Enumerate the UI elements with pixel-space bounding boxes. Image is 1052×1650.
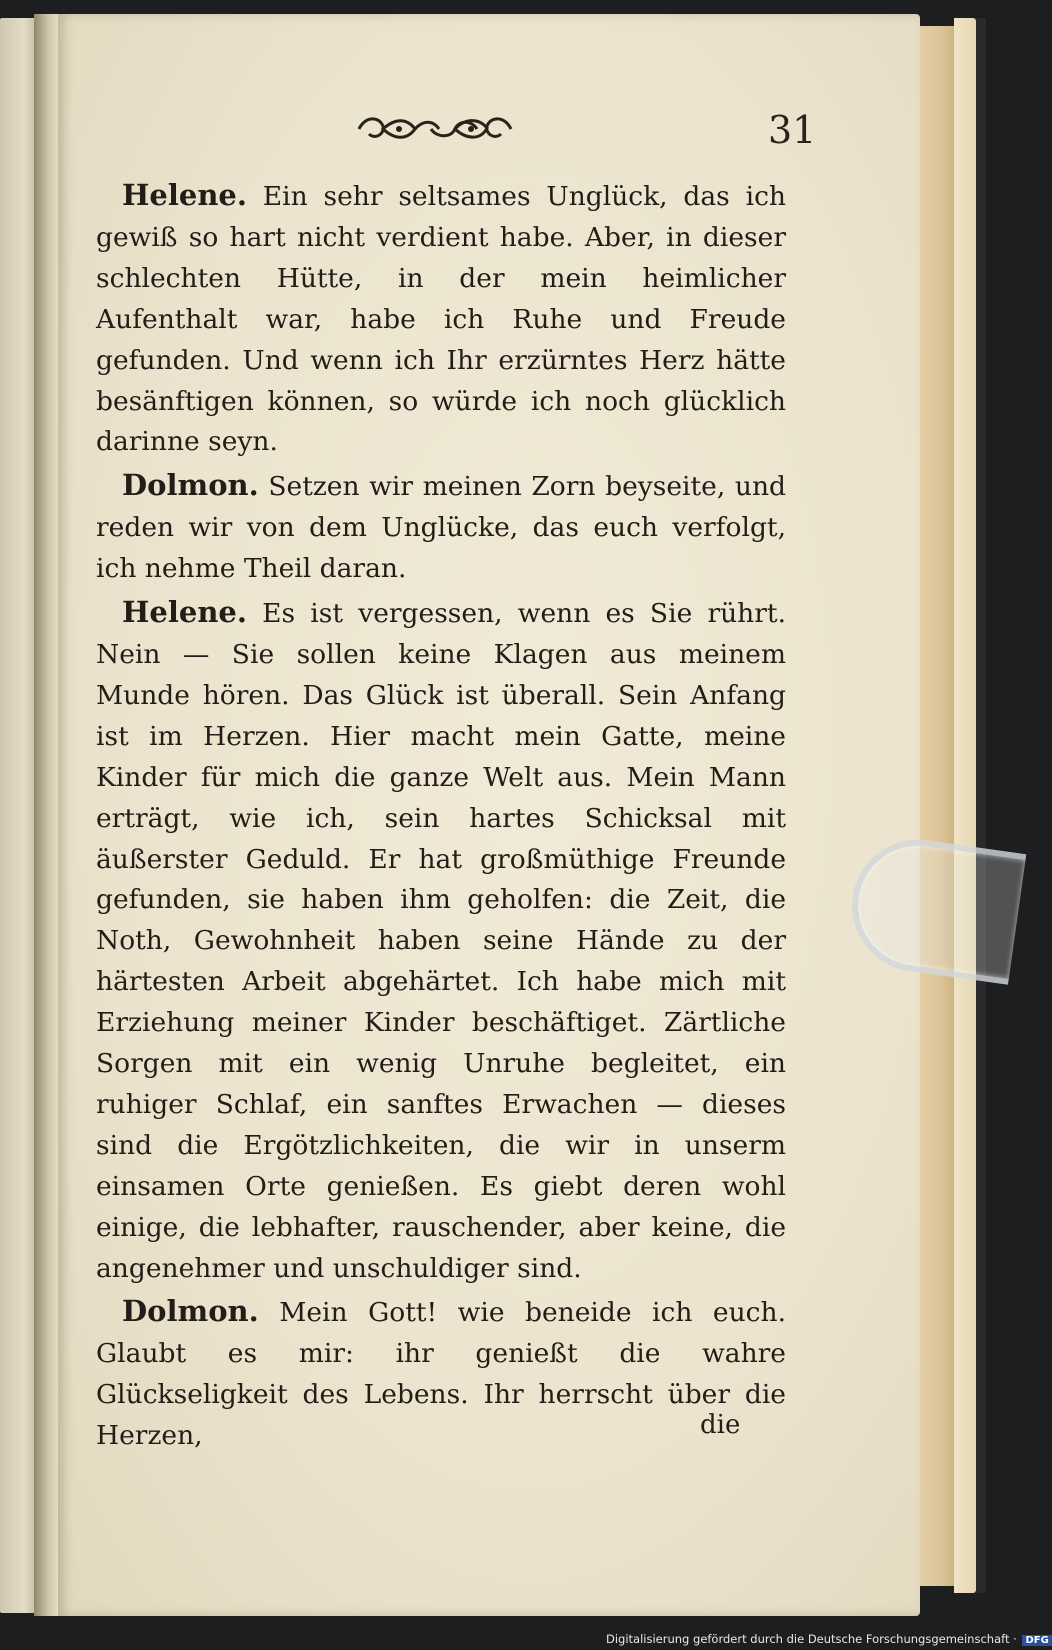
digitization-footer [606,1632,1052,1646]
paragraph-2 [96,465,786,590]
cover-edge [954,18,976,1593]
cover-shadow [976,18,986,1593]
speaker-name: Dolmon. [122,1294,259,1329]
paragraph-4 [96,1291,786,1457]
dialogue-text [96,175,786,1457]
speaker-name: Dolmon. [122,468,259,503]
speech-text: Es ist vergessen, wenn es Sie rührt. Nein — Sie sollen keine Klagen aus meinem Munde hören. Das Glück ist überall. Sein Anfang ist im Herzen. Hier macht mein Gatte, meine Kinder für mich die ganze Welt aus. Mein Mann erträgt, wie ich, sein hartes Schicksal mit äußerster Geduld. Er hat großmüthige Freunde gefunden, sie haben ihm geholfen: die Zeit, die Noth, Gewohnheit haben seine Hände zu der härtesten Arbeit abgehärtet. Ich habe mich mit Erziehung meiner Kinder beschäftiget. Zärtliche Sorgen mit ein wenig Unruhe begleitet, ein ruhiger Schlaf, ein sanftes Erwachen — dieses sind die Ergötzlichkeiten, die wir in unserm einsamen Orte genießen. Es giebt deren wohl einige, die lebhafter, rauschender, aber keine, die angenehmer und unschuldiger sind. [96,598,786,1284]
paragraph-1 [96,175,786,463]
footer-text: Digitalisierung gefördert durch die Deutsche Forschungsgemeinschaft · [606,1632,1017,1646]
speech-text: Ein sehr seltsames Unglück, das ich gewiß so hart nicht verdient habe. Aber, in dieser schlechten Hütte, in der mein heimlicher Aufenthalt war, habe ich Ruhe und Freude gefunden. Und wenn ich Ihr erzürntes Herz hätte besänftigen können, so würde ich noch glücklich darinne seyn. [96,181,786,458]
page-number: 31 [768,108,817,152]
speaker-name: Helene. [122,595,247,630]
book-gutter [34,14,60,1616]
paragraph-3 [96,592,786,1289]
dfg-logo: DFG [1022,1635,1051,1646]
speech-text: Setzen wir meinen Zorn beyseite, und reden wir von dem Unglücke, das euch verfolgt, ich nehme Theil daran. [96,471,786,585]
catchword: die [700,1410,741,1440]
speaker-name: Helene. [122,178,247,212]
headpiece-ornament-icon [355,112,515,146]
page-stack-edge [920,26,954,1586]
speech-text: Mein Gott! wie beneide ich euch. Glaubt es mir: ihr genießt die wahre Glückseligkeit des Lebens. Ihr herrscht über die Herzen, [96,1297,786,1452]
